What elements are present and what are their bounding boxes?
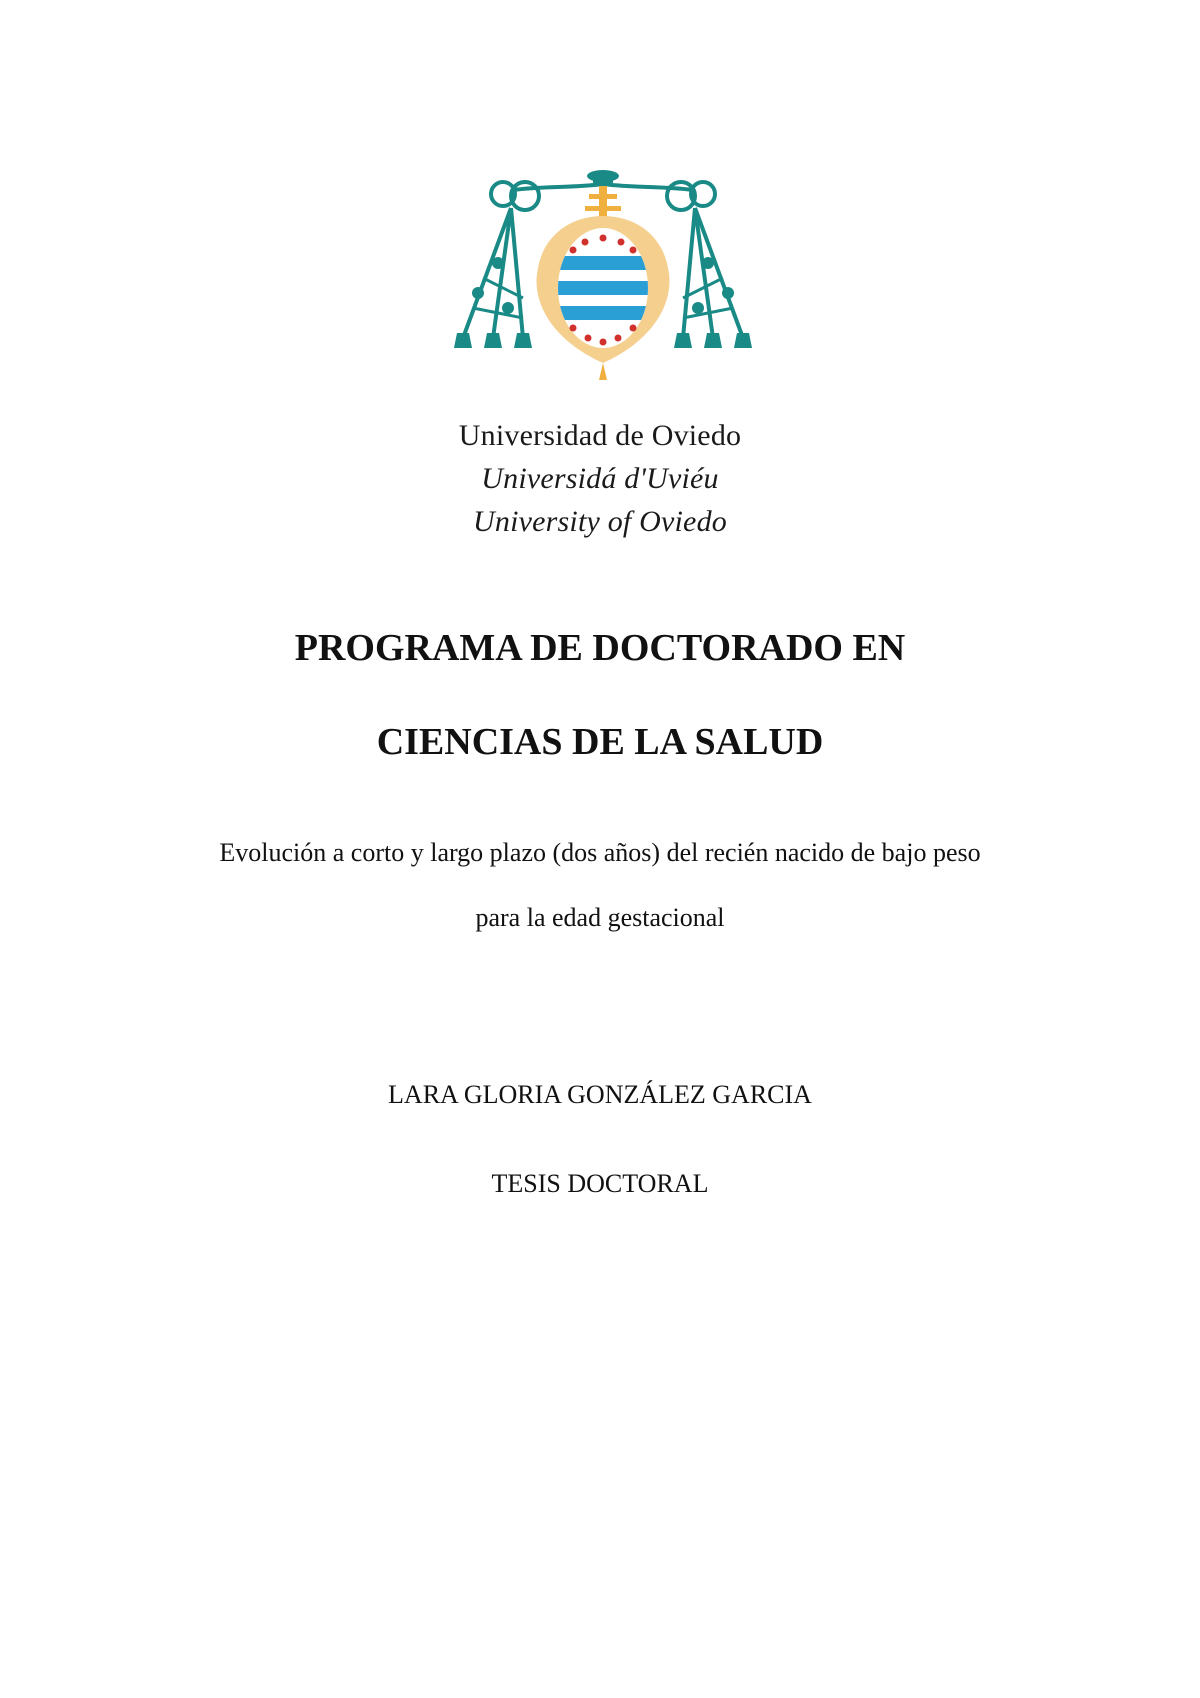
document-type: TESIS DOCTORAL xyxy=(491,1169,709,1198)
program-title-line-2: CIENCIAS DE LA SALUD xyxy=(376,721,824,763)
university-name-spanish: Universidad de Oviedo xyxy=(458,419,742,452)
author-name: LARA GLORIA GONZÁLEZ GARCIA xyxy=(388,1080,812,1109)
university-name-english: University of Oviedo xyxy=(473,505,727,538)
thesis-title-line-2: para la edad gestacional xyxy=(475,903,725,932)
university-of-oviedo-crest-icon xyxy=(453,168,753,408)
program-title-line-1: PROGRAMA DE DOCTORADO EN xyxy=(294,627,906,669)
thesis-title-line-1: Evolución a corto y largo plazo (dos años) del recién nacido de bajo peso xyxy=(219,838,981,867)
university-name-block xyxy=(0,414,1200,543)
university-name-asturian: Universidá d'Uviéu xyxy=(481,462,719,495)
